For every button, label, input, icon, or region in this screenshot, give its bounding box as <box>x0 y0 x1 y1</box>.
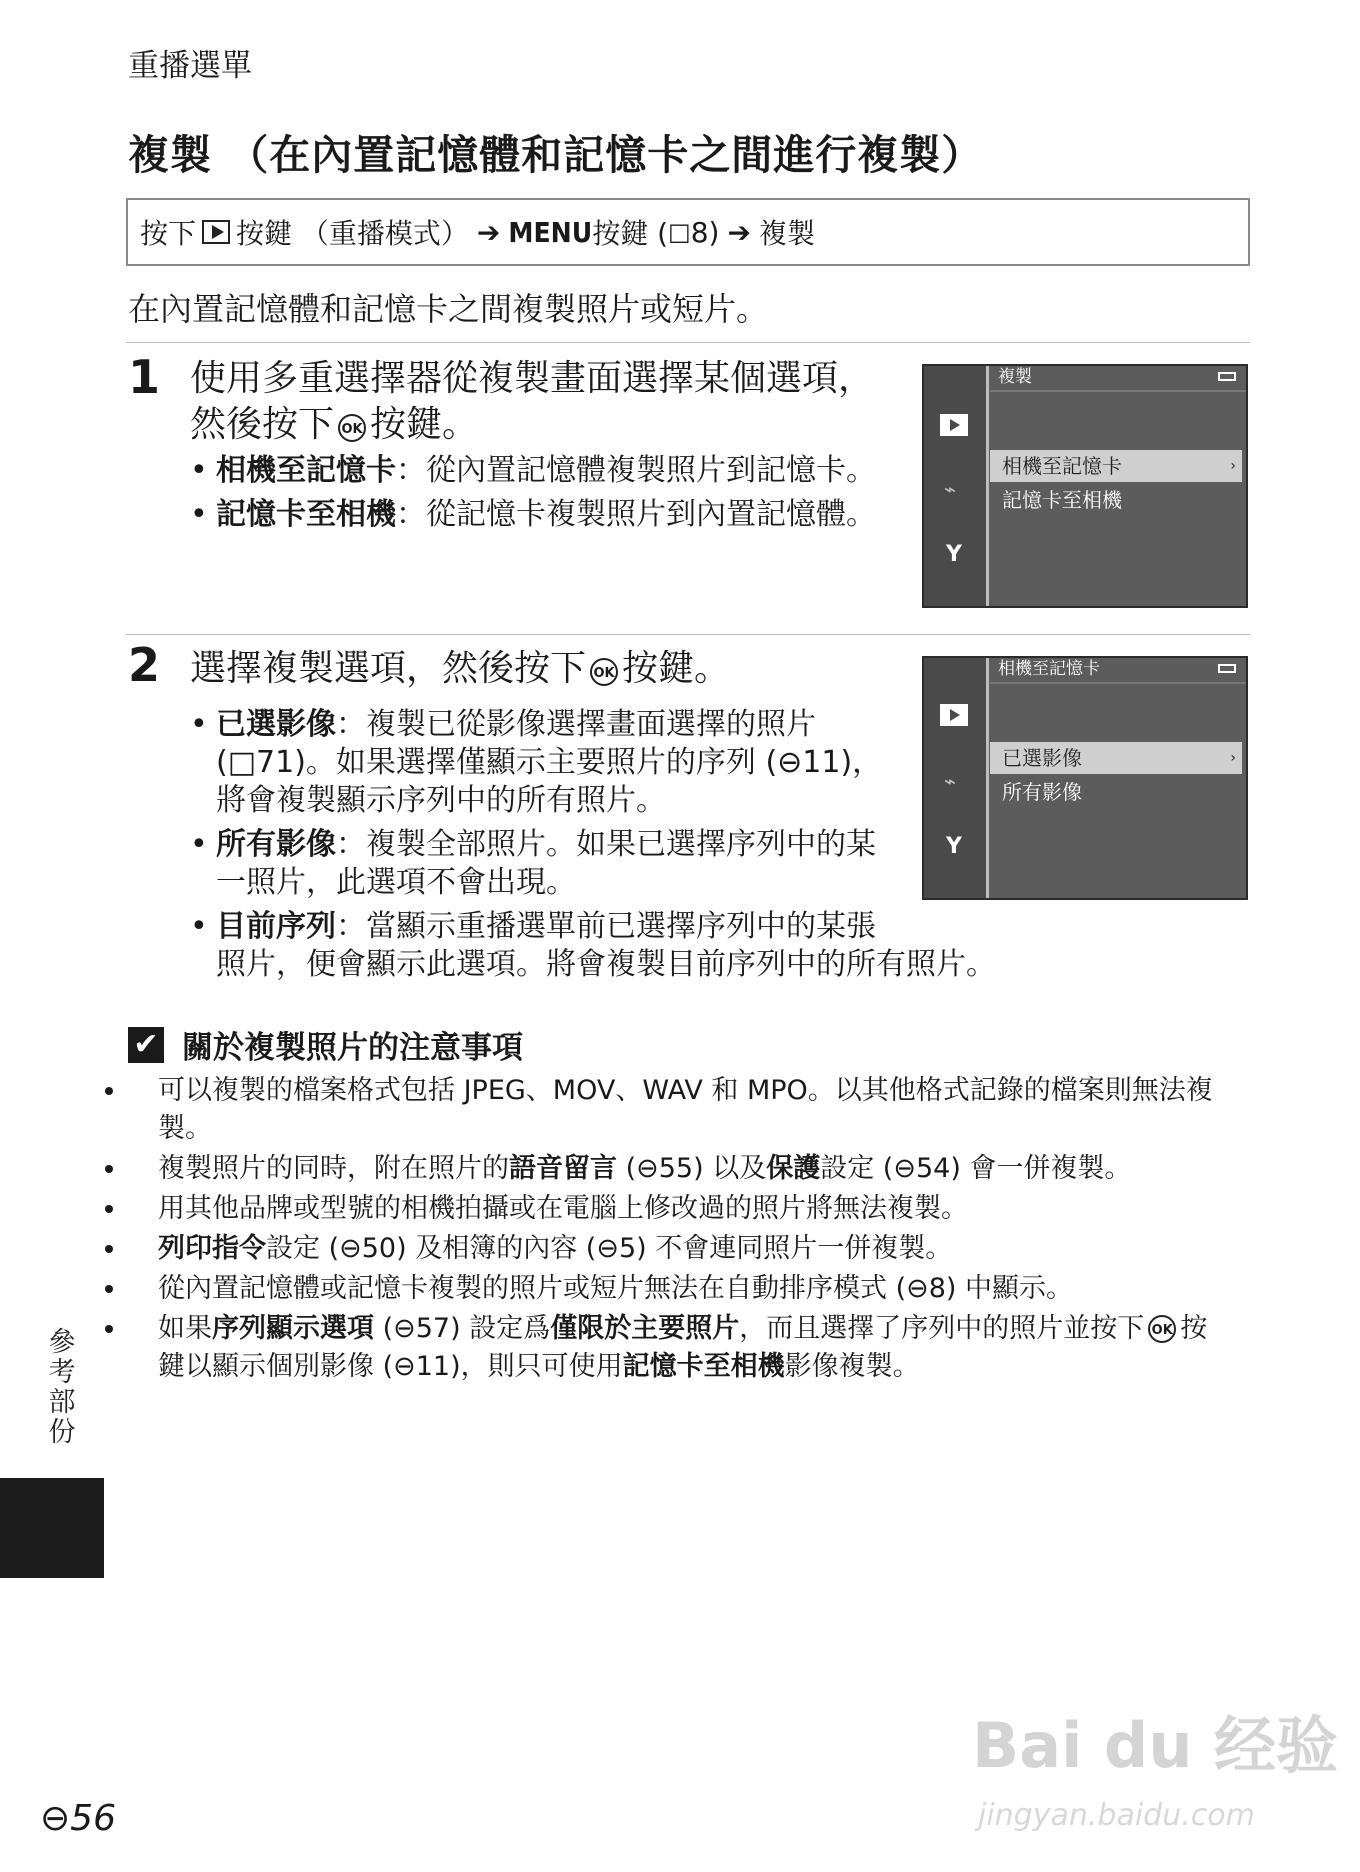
menu-item: 記憶卡至相機 <box>1002 488 1122 512</box>
screen-header: 複製 <box>990 366 1246 392</box>
screen-header: 相機至記憶卡 <box>990 658 1246 684</box>
battery-icon <box>1218 372 1236 381</box>
page-title: 複製 （在內置記憶體和記憶卡之間進行複製） <box>128 131 984 179</box>
section-side-label: 參考部份 <box>48 1327 76 1448</box>
list-item: • 已選影像：複製已從影像選擇畫面選擇的照片 (□71)。如果選擇僅顯示主要照片的序列 (⊖11)， 將會複製顯示序列中的所有照片。 <box>190 706 916 820</box>
list-item: • 從內置記憶體或記憶卡複製的照片或短片無法在自動排序模式 (⊖8) 中顯示。 <box>128 1270 1258 1308</box>
intro-text: 在內置記憶體和記憶卡之間複製照片或短片。 <box>128 290 769 328</box>
ok-icon: OK <box>338 414 366 442</box>
list-item: • 可以複製的檔案格式包括 JPEG、MOV、WAV 和 MPO。以其他格式記錄的檔案則無法複製。 <box>128 1072 1258 1148</box>
list-item: • 複製照片的同時，附在照片的語音留言 (⊖55) 以及保護設定 (⊖54) 會一併複製。 <box>128 1150 1258 1188</box>
menu-item-selected: 相機至記憶卡 › <box>990 450 1242 482</box>
screen-sidebar <box>924 366 989 606</box>
nav-prefix: 按下 <box>140 217 197 250</box>
nav-menu-suffix: 按鍵 ( <box>592 217 669 250</box>
satellite-icon: ⌁ <box>944 477 957 501</box>
arrow-icon: ➔ <box>476 215 501 249</box>
section-label: 重播選單 <box>128 48 252 84</box>
watermark-url: jingyan.baidu.com <box>978 1798 1255 1833</box>
list-item: • 用其他品牌或型號的相機拍攝或在電腦上修改過的照片將無法複製。 <box>128 1190 1258 1228</box>
notes-heading: ✔ 關於複製照片的注意事項 <box>128 1022 523 1067</box>
camera-screen-camera-to-card <box>922 656 1248 900</box>
nav-play-suffix: 按鍵 （重播模式） <box>236 217 469 250</box>
list-item: • 列印指令設定 (⊖50) 及相簿的內容 (⊖5) 不會連同照片一併複製。 <box>128 1230 1258 1268</box>
satellite-icon: ⌁ <box>944 769 957 793</box>
wrench-icon: Y <box>946 542 962 567</box>
notes-list <box>128 1072 1258 1388</box>
chevron-right-icon: › <box>1230 750 1236 766</box>
book-icon: □ <box>668 218 691 246</box>
watermark-logo: Bai du 经验 <box>972 1709 1339 1782</box>
step-line: 然後按下 OK 按鍵。 <box>190 404 479 445</box>
divider <box>126 634 1250 635</box>
navigation-path <box>126 198 1250 266</box>
list-item: • 相機至記憶卡：從內置記憶體複製照片到記憶卡。 <box>190 452 910 490</box>
step-number: 1 <box>128 350 161 404</box>
arrow-icon: ➔ <box>727 215 751 249</box>
wrench-icon: Y <box>946 834 962 859</box>
play-icon <box>940 704 968 726</box>
option-list <box>190 452 910 540</box>
list-item: • 目前序列：當顯示重播選單前已選擇序列中的某張 照片，便會顯示此選項。將會複製目前序列中的所有照片。 <box>190 908 1010 984</box>
play-icon <box>202 220 230 244</box>
menu-item-selected: 已選影像 › <box>990 742 1242 774</box>
option-list <box>190 706 1010 990</box>
step-line: 使用多重選擇器從複製畫面選擇某個選項， <box>190 358 875 399</box>
step-instruction: 選擇複製選項，然後按下 OK 按鍵。 <box>190 648 731 689</box>
menu-key: MENU <box>508 215 593 249</box>
check-icon: ✔ <box>128 1027 164 1063</box>
nav-final: 複製 <box>758 217 815 250</box>
play-icon <box>940 414 968 436</box>
battery-icon <box>1218 664 1236 673</box>
step-number: 2 <box>128 638 161 692</box>
ok-icon: OK <box>1148 1315 1176 1343</box>
chevron-right-icon: › <box>1230 458 1236 474</box>
menu-item: 所有影像 <box>1002 780 1082 804</box>
list-item: • 如果序列顯示選項 (⊖57) 設定爲僅限於主要照片，而且選擇了序列中的照片並按下 OK 按 鍵以顯示個別影像 (⊖11)，則只可使用記憶卡至相機影像複製。 <box>128 1310 1258 1386</box>
ok-icon: OK <box>590 658 618 686</box>
divider <box>126 342 1250 343</box>
section-tab-marker <box>0 1478 104 1578</box>
camera-screen-copy <box>922 364 1248 608</box>
list-item: • 記憶卡至相機：從記憶卡複製照片到內置記憶體。 <box>190 496 910 534</box>
page-number: ⊖56 <box>40 1798 116 1839</box>
nav-book-ref: 8) <box>690 215 720 249</box>
step-instruction <box>190 356 890 448</box>
screen-sidebar <box>924 658 989 898</box>
list-item: • 所有影像：複製全部照片。如果已選擇序列中的某 一照片，此選項不會出現。 <box>190 826 916 902</box>
